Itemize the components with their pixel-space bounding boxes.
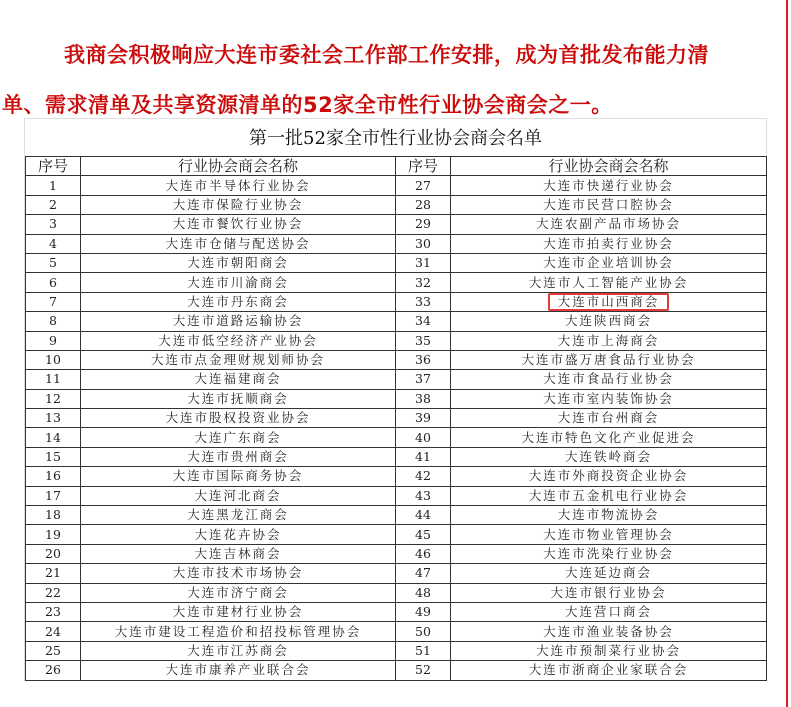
name-cell: 大连市快递行业协会 xyxy=(451,176,767,195)
seq-cell: 1 xyxy=(26,176,81,195)
seq-cell: 38 xyxy=(396,389,451,408)
seq-cell: 42 xyxy=(396,467,451,486)
name-cell: 大连市仓储与配送协会 xyxy=(81,234,396,253)
table-row xyxy=(26,525,767,544)
table-row xyxy=(26,292,767,311)
name-cell: 大连铁岭商会 xyxy=(451,447,767,466)
name-cell: 大连河北商会 xyxy=(81,486,396,505)
seq-cell: 47 xyxy=(396,564,451,583)
name-cell: 大连市建材行业协会 xyxy=(81,602,396,621)
name-cell: 大连福建商会 xyxy=(81,370,396,389)
seq-cell: 12 xyxy=(26,389,81,408)
name-cell: 大连黑龙江商会 xyxy=(81,506,396,525)
table-row xyxy=(26,486,767,505)
headline-line-2: 单、需求清单及共享资源清单的52家全市性行业协会商会之一。 xyxy=(2,93,613,117)
seq-cell: 30 xyxy=(396,234,451,253)
name-cell: 大连市半导体行业协会 xyxy=(81,176,396,195)
highlight-box: 大连市山西商会 xyxy=(548,293,670,311)
header-seq: 序号 xyxy=(396,157,451,176)
red-border-line xyxy=(786,0,788,707)
seq-cell: 37 xyxy=(396,370,451,389)
name-cell: 大连市丹东商会 xyxy=(81,292,396,311)
name-cell: 大连市济宁商会 xyxy=(81,583,396,602)
name-cell: 大连市国际商务协会 xyxy=(81,467,396,486)
table-row xyxy=(26,428,767,447)
name-cell: 大连市渔业装备协会 xyxy=(451,622,767,641)
name-cell: 大连市餐饮行业协会 xyxy=(81,215,396,234)
seq-cell: 48 xyxy=(396,583,451,602)
table-row xyxy=(26,253,767,272)
header-name: 行业协会商会名称 xyxy=(451,157,767,176)
seq-cell: 51 xyxy=(396,641,451,660)
table-row xyxy=(26,350,767,369)
seq-cell: 11 xyxy=(26,370,81,389)
header-seq: 序号 xyxy=(26,157,81,176)
name-cell: 大连市食品行业协会 xyxy=(451,370,767,389)
name-cell: 大连广东商会 xyxy=(81,428,396,447)
seq-cell: 40 xyxy=(396,428,451,447)
seq-cell: 25 xyxy=(26,641,81,660)
name-cell: 大连市技术市场协会 xyxy=(81,564,396,583)
name-cell: 大连农副产品市场协会 xyxy=(451,215,767,234)
seq-cell: 26 xyxy=(26,661,81,680)
seq-cell: 46 xyxy=(396,544,451,563)
table-row xyxy=(26,409,767,428)
name-cell: 大连市外商投资企业协会 xyxy=(451,467,767,486)
headline xyxy=(0,30,780,130)
name-cell: 大连营口商会 xyxy=(451,602,767,621)
seq-cell: 28 xyxy=(396,195,451,214)
seq-cell: 20 xyxy=(26,544,81,563)
name-cell: 大连市股权投资业协会 xyxy=(81,409,396,428)
seq-cell: 13 xyxy=(26,409,81,428)
name-cell: 大连市五金机电行业协会 xyxy=(451,486,767,505)
seq-cell: 21 xyxy=(26,564,81,583)
name-cell: 大连市保险行业协会 xyxy=(81,195,396,214)
name-cell: 大连市物业管理协会 xyxy=(451,525,767,544)
table-row xyxy=(26,176,767,195)
seq-cell: 9 xyxy=(26,331,81,350)
seq-cell: 35 xyxy=(396,331,451,350)
seq-cell: 52 xyxy=(396,661,451,680)
name-cell: 大连市预制菜行业协会 xyxy=(451,641,767,660)
seq-cell: 2 xyxy=(26,195,81,214)
table-row xyxy=(26,564,767,583)
table-row xyxy=(26,234,767,253)
name-cell: 大连花卉协会 xyxy=(81,525,396,544)
seq-cell: 49 xyxy=(396,602,451,621)
seq-cell: 15 xyxy=(26,447,81,466)
table-row xyxy=(26,195,767,214)
name-cell: 大连市特色文化产业促进会 xyxy=(451,428,767,447)
table-row xyxy=(26,273,767,292)
table-row xyxy=(26,389,767,408)
name-cell: 大连市康养产业联合会 xyxy=(81,661,396,680)
table-row xyxy=(26,544,767,563)
table-row xyxy=(26,506,767,525)
seq-cell: 24 xyxy=(26,622,81,641)
name-cell: 大连市点金理财规划师协会 xyxy=(81,350,396,369)
name-cell: 大连市川渝商会 xyxy=(81,273,396,292)
seq-cell: 3 xyxy=(26,215,81,234)
table-row xyxy=(26,641,767,660)
table-row xyxy=(26,370,767,389)
table-row xyxy=(26,215,767,234)
table-row xyxy=(26,602,767,621)
seq-cell: 17 xyxy=(26,486,81,505)
name-cell: 大连市江苏商会 xyxy=(81,641,396,660)
seq-cell: 27 xyxy=(396,176,451,195)
name-cell: 大连市上海商会 xyxy=(451,331,767,350)
name-cell: 大连市人工智能产业协会 xyxy=(451,273,767,292)
seq-cell: 6 xyxy=(26,273,81,292)
seq-cell: 19 xyxy=(26,525,81,544)
name-cell: 大连延边商会 xyxy=(451,564,767,583)
table-title: 第一批52家全市性行业协会商会名单 xyxy=(249,128,542,149)
name-cell: 大连市朝阳商会 xyxy=(81,253,396,272)
name-cell: 大连市建设工程造价和招投标管理协会 xyxy=(81,622,396,641)
table-row xyxy=(26,331,767,350)
seq-cell: 10 xyxy=(26,350,81,369)
table-header-row xyxy=(26,157,767,176)
name-cell: 大连市抚顺商会 xyxy=(81,389,396,408)
seq-cell: 29 xyxy=(396,215,451,234)
name-cell: 大连市拍卖行业协会 xyxy=(451,234,767,253)
table-row xyxy=(26,622,767,641)
member-list-table-container xyxy=(24,118,767,681)
seq-cell: 43 xyxy=(396,486,451,505)
name-cell: 大连市银行业协会 xyxy=(451,583,767,602)
seq-cell: 41 xyxy=(396,447,451,466)
name-cell: 大连吉林商会 xyxy=(81,544,396,563)
name-cell: 大连陕西商会 xyxy=(451,312,767,331)
seq-cell: 39 xyxy=(396,409,451,428)
table-row xyxy=(26,583,767,602)
seq-cell: 4 xyxy=(26,234,81,253)
seq-cell: 36 xyxy=(396,350,451,369)
name-cell: 大连市洗染行业协会 xyxy=(451,544,767,563)
seq-cell: 14 xyxy=(26,428,81,447)
seq-cell: 5 xyxy=(26,253,81,272)
name-cell: 大连市台州商会 xyxy=(451,409,767,428)
name-cell: 大连市低空经济产业协会 xyxy=(81,331,396,350)
seq-cell: 50 xyxy=(396,622,451,641)
seq-cell: 32 xyxy=(396,273,451,292)
name-cell: 大连市企业培训协会 xyxy=(451,253,767,272)
seq-cell: 44 xyxy=(396,506,451,525)
seq-cell: 22 xyxy=(26,583,81,602)
table-row xyxy=(26,661,767,680)
seq-cell: 18 xyxy=(26,506,81,525)
headline-line-1: 我商会积极响应大连市委社会工作部工作安排，成为首批发布能力清 xyxy=(64,43,709,67)
name-cell: 大连市民营口腔协会 xyxy=(451,195,767,214)
seq-cell: 16 xyxy=(26,467,81,486)
name-cell xyxy=(451,292,767,311)
name-cell: 大连市盛万唐食品行业协会 xyxy=(451,350,767,369)
seq-cell: 33 xyxy=(396,292,451,311)
name-cell: 大连市贵州商会 xyxy=(81,447,396,466)
table-row xyxy=(26,467,767,486)
seq-cell: 8 xyxy=(26,312,81,331)
name-cell: 大连市道路运输协会 xyxy=(81,312,396,331)
name-cell: 大连市物流协会 xyxy=(451,506,767,525)
table-row xyxy=(26,312,767,331)
seq-cell: 7 xyxy=(26,292,81,311)
member-list-table xyxy=(25,156,767,681)
seq-cell: 45 xyxy=(396,525,451,544)
seq-cell: 23 xyxy=(26,602,81,621)
seq-cell: 31 xyxy=(396,253,451,272)
name-cell: 大连市浙商企业家联合会 xyxy=(451,661,767,680)
name-cell: 大连市室内装饰协会 xyxy=(451,389,767,408)
header-name: 行业协会商会名称 xyxy=(81,157,396,176)
table-row xyxy=(26,447,767,466)
seq-cell: 34 xyxy=(396,312,451,331)
